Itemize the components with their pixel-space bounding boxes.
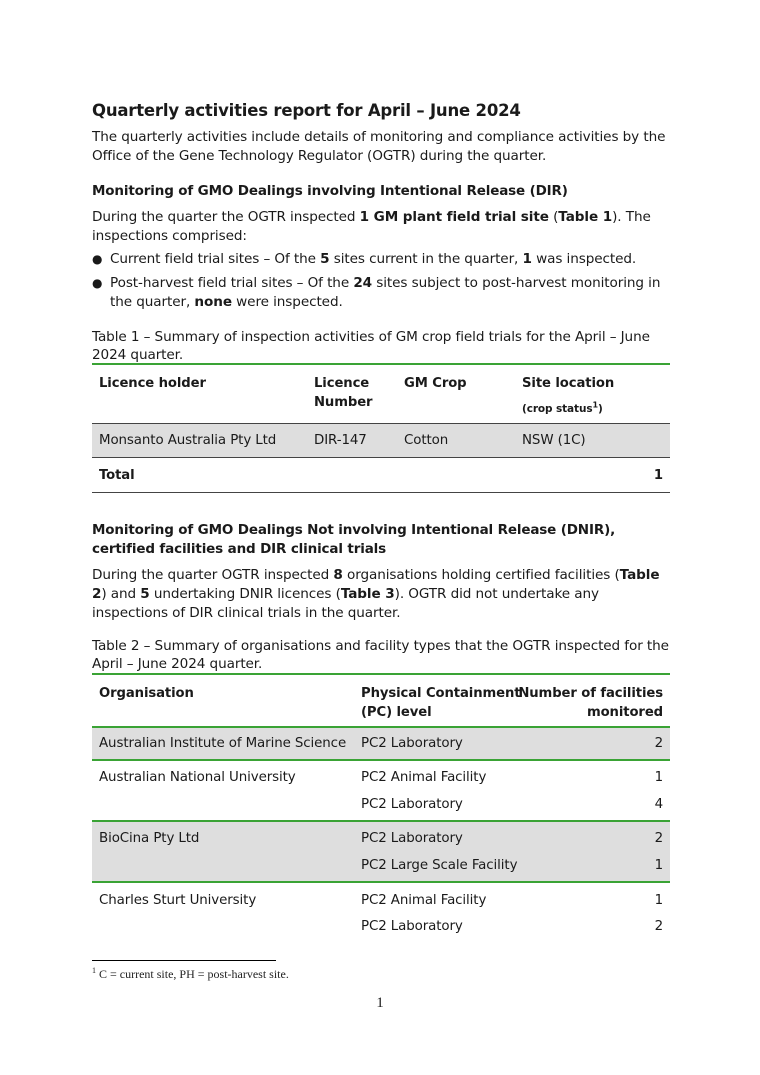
col-header-licence-number: [314, 374, 372, 412]
text: was inspected.: [531, 251, 637, 267]
text: Physical Containment: [361, 686, 521, 701]
text: sites current in the quarter,: [329, 251, 523, 267]
text: Licence: [314, 376, 370, 391]
text: ). The inspections comprised:: [92, 209, 651, 244]
table-row: [92, 424, 670, 457]
cell-number: 1: [654, 770, 663, 785]
cell-licence-number: DIR-147: [314, 433, 367, 448]
section1-heading: Monitoring of GMO Dealings involving Intentional Release (DIR): [92, 183, 568, 199]
text: 1: [522, 251, 532, 267]
text: were inspected.: [231, 294, 343, 310]
table-row: [92, 761, 670, 821]
section2-heading: Monitoring of GMO Dealings Not involving Intentional Release (DNIR), certified facilities and DIR clinical trials: [92, 522, 616, 557]
text: Table 2: [92, 567, 660, 602]
col-header-crop-status: [522, 399, 603, 419]
cell-licence-holder: Monsanto Australia Pty Ltd: [99, 433, 277, 448]
cell-number: 2: [654, 736, 663, 751]
total-value: 1: [653, 468, 663, 483]
table-total-row: [92, 458, 670, 492]
cell-number: 2: [654, 919, 663, 934]
col-header-licence-holder: Licence holder: [99, 376, 206, 391]
cell-pc-level: PC2 Animal Facility: [361, 770, 487, 785]
footnote-marker: 1: [92, 966, 96, 975]
cell-gm-crop: Cotton: [404, 433, 449, 448]
text: Number: [314, 395, 373, 410]
text: During the quarter OGTR inspected: [92, 567, 334, 583]
col-header-organisation: Organisation: [99, 686, 194, 701]
bullet-current-sites: [92, 250, 670, 269]
cell-pc-level: PC2 Laboratory: [361, 831, 463, 846]
text: 24: [353, 275, 373, 291]
table1-caption: Table 1 – Summary of inspection activities of GM crop field trials for the April – June 2024 quarter.: [92, 329, 650, 363]
total-label: Total: [99, 468, 135, 483]
text: ) and: [101, 586, 141, 602]
col-header-gm-crop: GM Crop: [404, 376, 467, 391]
text: none: [194, 294, 232, 310]
table-row: [92, 822, 670, 882]
cell-organisation: Australian National University: [99, 770, 296, 785]
text: Current field trial sites – Of the: [110, 251, 321, 267]
footnote: [92, 967, 289, 982]
col-header-number-facilities: [518, 684, 663, 722]
text: sites subject to post-harvest monitoring in the quarter,: [110, 275, 661, 310]
text: Post-harvest field trial sites – Of the: [110, 275, 354, 291]
text: monitored: [586, 705, 663, 720]
cell-pc-level: PC2 Laboratory: [361, 919, 463, 934]
text: Number of facilities: [518, 686, 663, 701]
text: During the quarter the OGTR inspected: [92, 209, 360, 225]
text: Table 1: [558, 209, 613, 225]
cell-organisation: Australian Institute of Marine Science: [99, 736, 347, 751]
col-header-pc-level: [361, 684, 520, 722]
text: organisations holding certified facilities (: [342, 567, 620, 583]
cell-number: 1: [654, 858, 663, 873]
text: Table 3: [340, 586, 395, 602]
footnote-ref: 1: [592, 400, 598, 410]
footnote-separator: [92, 960, 276, 961]
section1-paragraph: [92, 208, 670, 246]
cell-pc-level: PC2 Laboratory: [361, 797, 463, 812]
footnote-text: C = current site, PH = post-harvest site.: [96, 967, 289, 981]
text: ): [597, 403, 603, 415]
cell-number: 2: [654, 831, 663, 846]
page-title: Quarterly activities report for April – June 2024: [92, 101, 521, 120]
text: (crop status: [522, 403, 593, 415]
table-row: [92, 883, 670, 943]
cell-organisation: Charles Sturt University: [99, 893, 257, 908]
cell-site-location: NSW (1C): [522, 433, 586, 448]
table-header-row: [92, 365, 670, 423]
text: ). OGTR did not undertake any inspections of DIR clinical trials in the quarter.: [92, 586, 599, 621]
table-header-row: [92, 675, 670, 727]
page-number: 1: [376, 995, 384, 1011]
text: 5: [320, 251, 330, 267]
table-row: [92, 728, 670, 760]
cell-pc-level: PC2 Animal Facility: [361, 893, 487, 908]
section2-paragraph: [92, 566, 670, 623]
bullet-icon: ●: [92, 252, 103, 266]
cell-number: 1: [654, 893, 663, 908]
table-bottom-rule: [92, 492, 670, 493]
bullet-icon: ●: [92, 276, 103, 290]
text: 5: [140, 586, 150, 602]
col-header-site-location: Site location: [522, 376, 615, 391]
cell-organisation: BioCina Pty Ltd: [99, 831, 200, 846]
cell-pc-level: PC2 Large Scale Facility: [361, 858, 518, 873]
bullet-post-harvest-sites: [92, 274, 670, 312]
intro-paragraph: The quarterly activities include details of monitoring and compliance activities by the Office of the Gene Technology Regulator (OGTR) during the quarter.: [92, 129, 666, 164]
text: (PC) level: [361, 705, 432, 720]
text: undertaking DNIR licences (: [149, 586, 341, 602]
text: 1 GM plant field trial site: [359, 209, 549, 225]
cell-pc-level: PC2 Laboratory: [361, 736, 463, 751]
text: 8: [333, 567, 343, 583]
table2-caption: Table 2 – Summary of organisations and facility types that the OGTR inspected for the April – June 2024 quarter.: [92, 638, 669, 672]
text: (: [548, 209, 559, 225]
cell-number: 4: [654, 797, 663, 812]
